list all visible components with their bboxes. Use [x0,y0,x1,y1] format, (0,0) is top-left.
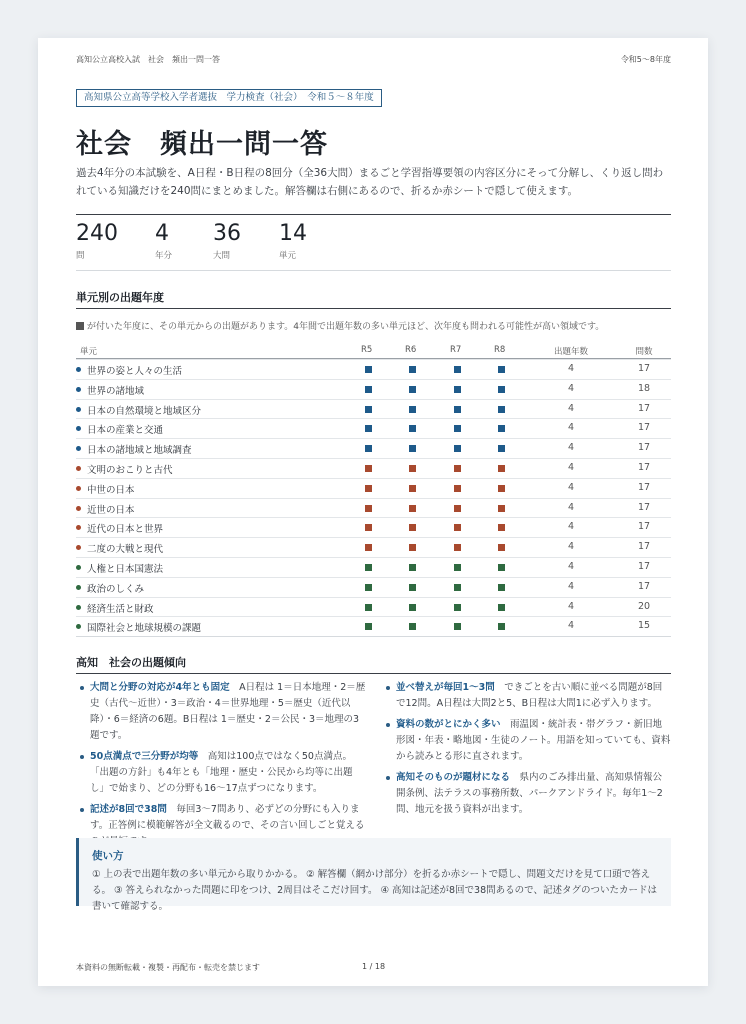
year-mark-r8 [498,465,505,472]
category-dot-icon [76,466,81,471]
trends-right-column [382,680,671,823]
trend-item [382,680,671,712]
question-count: 17 [637,521,651,533]
col-unit: 単元 [80,347,98,357]
year-mark-r6 [409,406,416,413]
col-r7: R7 [450,345,462,355]
question-count: 17 [637,560,651,572]
stat-label: 問 [76,251,85,261]
trend-head: 資料の数がとにかく多い [396,719,501,730]
trend-head: 大問と分野の対応が4年とも固定 [90,682,230,693]
year-mark-r6 [409,386,416,393]
table-row [76,478,671,498]
year-mark-r5 [365,505,372,512]
trend-head: 並べ替えが毎回1～3問 [396,682,495,693]
category-dot-icon [76,446,81,451]
year-mark-r5 [365,604,372,611]
year-mark-r8 [498,425,505,432]
year-mark-r8 [498,604,505,611]
year-mark-r7 [454,445,461,452]
units-table-body [76,359,671,636]
table-row [76,438,671,458]
question-count: 17 [637,481,651,493]
unit-name: 日本の産業と交通 [87,425,164,437]
unit-name: 世界の諸地域 [87,385,145,397]
table-bottom-rule [76,636,671,637]
year-mark-r6 [409,584,416,591]
usage-box [76,838,671,912]
year-mark-r8 [498,505,505,512]
years-count: 4 [567,363,575,374]
question-count: 15 [637,620,651,632]
table-note [76,319,604,332]
section-rule [76,673,671,674]
col-r8: R8 [494,345,506,355]
footer-copyright: 本資料の無断転載・複製・再配布・転売を禁じます [76,963,260,972]
legend-square-icon [76,322,84,330]
year-mark-r8 [498,386,505,393]
table-row [76,577,671,597]
trend-head: 記述が8回で38問 [90,804,167,815]
category-dot-icon [76,407,81,412]
year-mark-r5 [365,544,372,551]
year-mark-r8 [498,366,505,373]
trend-body: 毎回3～7問あり、必ずどの分野にも入ります。正答例に模範解答が全文載るので、その言い回しごと覚える [90,804,365,831]
category-dot-icon [76,486,81,491]
table-row [76,537,671,557]
question-count: 18 [637,382,651,394]
year-mark-r6 [409,485,416,492]
category-dot-icon [76,506,81,511]
stats-bottom-rule [76,270,671,271]
category-dot-icon [76,426,81,431]
stat-number: 240 [76,221,118,246]
year-mark-r7 [454,465,461,472]
stat-label: 単元 [279,251,297,261]
question-count: 17 [637,501,651,513]
year-mark-r6 [409,445,416,452]
year-mark-r7 [454,623,461,630]
bullet-icon [80,755,84,759]
question-count: 17 [637,442,651,454]
unit-name: 世界の姿と人々の生活 [87,366,183,377]
category-dot-icon [76,624,81,629]
years-count: 4 [567,501,575,513]
category-dot-icon [76,545,81,550]
col-years: 出題年数 [553,347,588,357]
years-count: 4 [567,620,575,632]
year-mark-r7 [454,406,461,413]
col-count: 問数 [635,347,653,357]
year-mark-r7 [454,544,461,551]
table-row [76,458,671,478]
table-row [76,517,671,537]
page-footer [76,962,671,973]
year-mark-r6 [409,604,416,611]
year-mark-r6 [409,623,416,630]
trend-body: 県内のごみ排出量、高知県情報公開条例、法テラスの事務所数、パークアンドライド。毎年1～2問、地元を扱う資料が出ます。 [396,772,663,815]
years-count: 4 [567,560,575,572]
year-mark-r5 [365,564,372,571]
year-mark-r7 [454,505,461,512]
category-dot-icon [76,367,81,372]
years-count: 4 [567,580,575,592]
year-mark-r6 [409,465,416,472]
trend-item [382,717,671,765]
question-count: 17 [637,422,651,434]
year-mark-r8 [498,564,505,571]
year-mark-r7 [454,584,461,591]
running-header-left: 高知公立高校入試 社会 頻出一問一答 [76,55,220,64]
exam-tag: 高知県公立高等学校入学者選抜 学力検査（社会） 令和５～８年度 [76,89,382,107]
trend-item [76,680,366,744]
table-header [76,341,671,359]
year-mark-r7 [454,564,461,571]
year-mark-r5 [365,406,372,413]
unit-name: 経済生活と財政 [87,603,154,615]
unit-name: 文明のおこりと古代 [87,464,173,476]
unit-name: 日本の自然環境と地域区分 [87,405,202,417]
years-count: 4 [567,600,575,612]
year-mark-r5 [365,524,372,531]
running-header-right: 令和5～8年度 [620,55,671,64]
year-mark-r7 [454,425,461,432]
table-row [76,379,671,399]
document-page [38,38,708,986]
bullet-icon [386,723,390,727]
trend-body: A日程は 1＝日本地理・2＝歴史（古代～近世）・3＝政治・4＝世界地理・5＝歴史（近代以降）・6＝経済の6題。B日程は 1＝歴史・2＝公民・3＝地理の3題です。 [90,682,366,741]
stat-number: 14 [279,221,307,246]
year-mark-r5 [365,386,372,393]
year-mark-r5 [365,623,372,630]
stats-top-rule [76,214,671,215]
year-mark-r8 [498,544,505,551]
year-mark-r7 [454,604,461,611]
question-count: 17 [637,580,651,592]
trend-head: 50点満点で三分野が均等 [90,751,199,762]
year-mark-r7 [454,524,461,531]
running-header [76,54,671,65]
category-dot-icon [76,565,81,570]
category-dot-icon [76,585,81,590]
years-count: 4 [567,481,575,493]
bullet-icon [386,776,390,780]
table-note-text: が付いた年度に、その単元からの出題があります。4年間で出題年数の多い単元ほど、次年度も問われる可能性が高い領域です。 [87,322,605,332]
question-count: 20 [637,600,651,612]
year-mark-r7 [454,485,461,492]
col-r6: R6 [405,345,417,355]
unit-name: 中世の日本 [87,484,135,496]
year-mark-r8 [498,584,505,591]
stat-label: 年分 [155,251,173,261]
trend-body: 高知は100点ではなく50点満点。「出題の方針」も4年とも「地理・歴史・公民から均等に出題し」で始まり、どの分野も16～17点ずつになります。 [90,751,353,794]
stat-label: 大問 [213,251,231,261]
category-dot-icon [76,605,81,610]
years-count: 4 [567,422,575,434]
year-mark-r8 [498,406,505,413]
year-mark-r8 [498,485,505,492]
year-mark-r7 [454,386,461,393]
category-dot-icon [76,387,81,392]
trend-body: できごとを古い順に並べる問題が8回で12問。A日程は大問2と5、B日程は大問1に必ず入ります。 [396,682,663,709]
page-title: 社会 頻出一問一答 [76,129,328,160]
unit-name: 人権と日本国憲法 [87,563,164,575]
section-title-units: 単元別の出題年度 [76,291,164,304]
section-title-trends: 高知 社会の出題傾向 [76,656,186,669]
year-mark-r5 [365,584,372,591]
stat-big-questions [213,221,241,261]
year-mark-r5 [365,465,372,472]
table-row [76,399,671,419]
years-count: 4 [567,382,575,394]
year-mark-r8 [498,524,505,531]
trend-item [76,749,366,797]
table-row [76,498,671,518]
year-mark-r5 [365,445,372,452]
question-count: 17 [637,461,651,473]
table-row [76,616,671,636]
unit-name: 近世の日本 [87,504,135,516]
year-mark-r6 [409,544,416,551]
trend-head: 高知そのものが題材になる [396,772,511,783]
unit-name: 二度の大戦と現代 [87,544,164,556]
question-count: 17 [637,363,651,374]
year-mark-r6 [409,366,416,373]
years-count: 4 [567,442,575,454]
lead-paragraph: 過去4年分の本試験を、A日程・B日程の8回分（全36大問）まるごと学習指導要領の内容区分にそって分解し、くり返し問われている知識だけを240問にまとめました。解答欄は右側にあるので、折るか赤シートで隠して使えます。 [76,167,664,197]
trend-item [382,770,671,818]
years-count: 4 [567,461,575,473]
years-count: 4 [567,402,575,414]
year-mark-r6 [409,524,416,531]
stat-questions [76,221,118,261]
page-number: 1 / 18 [362,962,386,971]
year-mark-r5 [365,485,372,492]
years-count: 4 [567,541,575,553]
unit-name: 政治のしくみ [87,583,145,595]
bullet-icon [386,686,390,690]
unit-name: 国際社会と地球規模の課題 [87,623,202,635]
stat-number: 4 [155,221,169,246]
bullet-icon [80,686,84,690]
year-mark-r6 [409,505,416,512]
year-mark-r5 [365,366,372,373]
trends-left-column [76,680,366,855]
col-r5: R5 [361,345,373,355]
usage-body: ① 上の表で出題年数の多い単元から取りかかる。 ② 解答欄（網かけ部分）を折るか赤シートで隠し、問題文だけを見て口頭で答える。 ③ 答えられなかった問題に印をつけ、2周目はそこだけ回す。 ④ 高知は記述が8回で38問あるので、記述タグのついたカードは書いて確認する。 [92,869,657,912]
unit-name: 近代の日本と世界 [87,524,164,536]
usage-title: 使い方 [92,850,124,862]
bullet-icon [80,808,84,812]
stat-years [155,221,172,261]
stat-units [279,221,307,261]
section-rule [76,308,671,309]
year-mark-r7 [454,366,461,373]
year-mark-r6 [409,564,416,571]
year-mark-r5 [365,425,372,432]
table-row [76,597,671,617]
trend-body: 雨温図・統計表・帯グラフ・新旧地形図・年表・略地図・生徒のノート。用語を知っていても、資料から読みとる形に直されます。 [396,719,671,762]
years-count: 4 [567,521,575,533]
unit-name: 日本の諸地域と地域調査 [87,445,192,457]
year-mark-r8 [498,445,505,452]
question-count: 17 [637,541,651,553]
table-row [76,418,671,438]
year-mark-r8 [498,623,505,630]
question-count: 17 [637,402,651,414]
stat-number: 36 [213,221,241,246]
table-row [76,359,671,379]
year-mark-r6 [409,425,416,432]
table-row [76,557,671,577]
category-dot-icon [76,525,81,530]
